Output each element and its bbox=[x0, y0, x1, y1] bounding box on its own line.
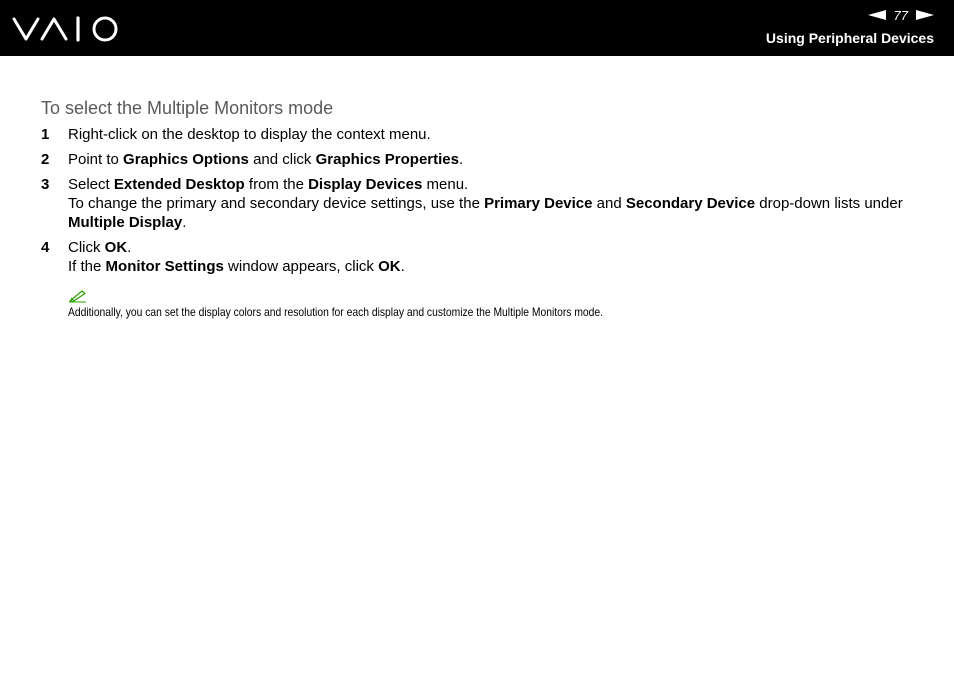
page-navigator bbox=[868, 7, 934, 23]
previous-page-arrow-icon[interactable] bbox=[868, 10, 886, 20]
step-body bbox=[68, 150, 921, 169]
step-line bbox=[68, 238, 921, 257]
step-line bbox=[68, 175, 921, 194]
step-text: . bbox=[459, 151, 464, 168]
ui-term: Multiple Display bbox=[68, 214, 183, 231]
ui-term: Monitor Settings bbox=[105, 258, 224, 275]
ui-term: OK bbox=[378, 258, 401, 275]
step-text: Right-click on the desktop to display the context menu. bbox=[68, 126, 431, 143]
page-header bbox=[0, 0, 954, 57]
step-text: from the bbox=[244, 176, 309, 193]
step-text: drop-down lists under bbox=[755, 195, 903, 212]
step-number: 2 bbox=[41, 151, 50, 168]
vaio-logo-icon bbox=[12, 15, 122, 43]
step-text: . bbox=[182, 214, 187, 231]
step-text: and click bbox=[248, 151, 316, 168]
step-text: and bbox=[592, 195, 626, 212]
ui-term: OK bbox=[104, 239, 128, 256]
step-item bbox=[41, 125, 921, 144]
step-text: menu. bbox=[422, 176, 469, 193]
page-number: 77 bbox=[893, 7, 908, 23]
step-text: . bbox=[400, 258, 405, 275]
step-text: Click bbox=[68, 239, 105, 256]
step-text: To change the primary and secondary device settings, use the bbox=[68, 195, 485, 212]
page-content bbox=[41, 97, 921, 320]
step-body bbox=[68, 125, 921, 144]
step-number: 4 bbox=[41, 239, 50, 256]
step-item bbox=[41, 238, 921, 276]
step-number: 3 bbox=[41, 176, 50, 193]
note-text: Additionally, you can set the display colors and resolution for each display and customize the Multiple Monitors mode. bbox=[68, 305, 604, 319]
step-text: If the bbox=[68, 258, 106, 275]
step-body bbox=[68, 175, 921, 232]
step-body bbox=[68, 238, 921, 276]
step-text: window appears, click bbox=[223, 258, 379, 275]
step-line bbox=[68, 150, 921, 169]
ui-term: Graphics Properties bbox=[315, 151, 459, 168]
next-page-arrow-icon[interactable] bbox=[916, 10, 934, 20]
note-block bbox=[68, 289, 921, 320]
section-title: Using Peripheral Devices bbox=[765, 30, 934, 46]
step-line bbox=[68, 257, 921, 276]
step-line bbox=[68, 194, 921, 232]
step-line bbox=[68, 125, 921, 144]
pencil-note-icon bbox=[68, 289, 88, 303]
ui-term: Display Devices bbox=[308, 176, 423, 193]
ui-term: Secondary Device bbox=[625, 195, 756, 212]
ui-term: Primary Device bbox=[484, 195, 593, 212]
step-item bbox=[41, 150, 921, 169]
step-number: 1 bbox=[41, 126, 50, 143]
ui-term: Extended Desktop bbox=[113, 176, 245, 193]
step-text: Select bbox=[68, 176, 114, 193]
steps-list bbox=[41, 125, 921, 276]
step-text: . bbox=[127, 239, 132, 256]
step-item bbox=[41, 175, 921, 232]
ui-term: Graphics Options bbox=[123, 151, 249, 168]
procedure-title: To select the Multiple Monitors mode bbox=[41, 98, 334, 118]
step-text: Point to bbox=[68, 151, 124, 168]
